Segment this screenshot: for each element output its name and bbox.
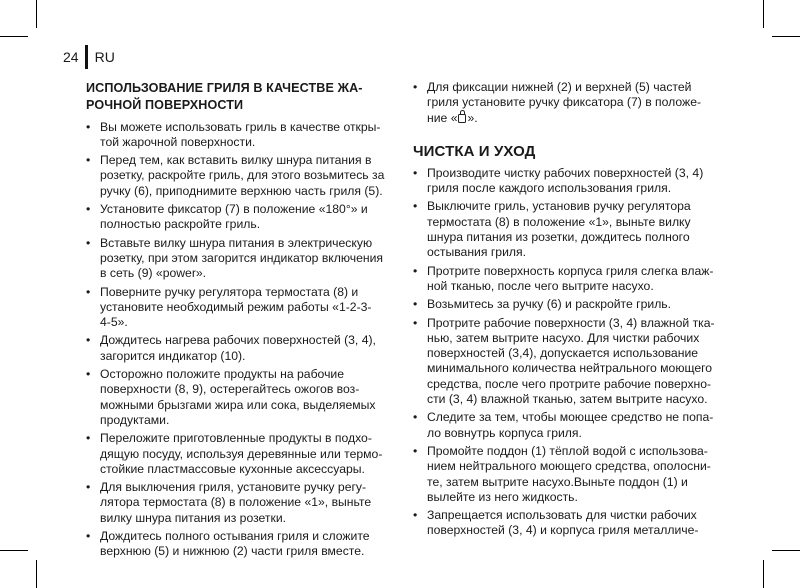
list-item-text: Осторожно положите продукты на рабочие поверхности (8, 9), остерегайтесь ожогов воз- можными брызгами жира или сока, выделяемых продуктами.	[100, 367, 376, 427]
bullet: •	[413, 80, 418, 94]
list-item	[413, 264, 717, 295]
bullet: •	[413, 165, 418, 180]
bullet: •	[86, 367, 91, 382]
list-item-text: Поверните ручку регулятора термостата (8) и установите необходимый режим работы «1-2-3- 4-5».	[100, 284, 372, 330]
bullet: •	[413, 410, 418, 425]
list-item	[86, 367, 386, 428]
list-item-text: Дождитесь полного остывания гриля и сложите верхнюю (5) и нижнюю (2) части гриля вместе.	[100, 529, 370, 559]
crop-mark	[0, 36, 28, 37]
list-item-text: Протрите рабочие поверхности (3, 4) влажной тка- нью, затем вытрите насухо. Для чистки рабочих поверхностей (3,4), допускается использование минимального количества нейтрального моющего средства, после чего протрите рабочие поверхно- сти (3, 4) влажной тканью, затем вытрите насухо.	[427, 315, 715, 407]
bullet: •	[413, 263, 418, 278]
fixation-text-end: ».	[467, 110, 478, 125]
list-item	[413, 410, 717, 441]
bullet: •	[86, 119, 91, 134]
fixation-text: Для фиксации нижней (2) и верхней (5) частей гриля установите ручку фиксатора (7) в положе- ние «	[427, 80, 702, 125]
list-item	[86, 120, 386, 151]
list-item-text: Переложите приготовленные продукты в подхо- дящую посуду, используя деревянные или термо- стойкие пластмассовые кухонные аксессуары.	[100, 431, 383, 476]
crop-mark	[763, 560, 764, 588]
fixation-list	[413, 80, 717, 126]
crop-mark	[36, 560, 37, 588]
bullet: •	[413, 443, 418, 458]
crop-mark	[772, 550, 800, 551]
bullet: •	[86, 235, 91, 250]
header-divider	[85, 45, 88, 69]
list-item	[86, 529, 386, 560]
section-title-cleaning: ЧИСТКА И УХОД	[413, 142, 536, 160]
list-item	[413, 508, 717, 539]
bullet: •	[86, 202, 91, 217]
bullet: •	[413, 297, 418, 312]
list-item-text: Промойте поддон (1) тёплой водой с использова- нием нейтрального моющего средства, ополосни- те, затем вытрите насухо.Выньте поддон (1) и вылейте из него жидкость.	[427, 443, 711, 504]
bullet: •	[86, 153, 91, 168]
bullet: •	[86, 284, 91, 299]
list-item-fixation	[413, 80, 717, 126]
list-item-text: Производите чистку рабочих поверхностей (3, 4) гриля после каждого использования гриля.	[427, 165, 704, 196]
crop-mark	[763, 0, 764, 28]
list-item-text: Для выключения гриля, установите ручку регу- лятора термостата (8) в положение «1», выньте вилку шнура питания из розетки.	[100, 480, 372, 525]
list-item	[86, 153, 386, 199]
bullet: •	[86, 529, 91, 544]
list-item	[86, 202, 386, 233]
page-number: 24	[63, 49, 79, 65]
bullet: •	[86, 480, 91, 495]
bullet: •	[413, 508, 418, 523]
bullet: •	[413, 199, 418, 214]
crop-mark	[0, 550, 28, 551]
bullet: •	[413, 315, 418, 330]
list-item-text: Вставьте вилку шнура питания в электрическую розетку, при этом загорится индикатор включения в сеть (9) «power».	[100, 235, 384, 281]
list-item	[413, 166, 717, 197]
right-column	[413, 80, 717, 542]
list-item-text: Перед тем, как вставить вилку шнура питания в розетку, раскройте гриль, для этого возьмитесь за ручку (6), приподнимите верхнюю часть гриля (5).	[100, 153, 385, 198]
list-item	[86, 285, 386, 331]
list-item-text: Запрещается использовать для чистки рабочих поверхностей (3, 4) и корпуса гриля металличе-	[427, 508, 699, 538]
list-item	[86, 236, 386, 282]
list-item-text: Дождитесь нагрева рабочих поверхностей (3, 4), загорится индикатор (10).	[100, 333, 376, 363]
list-item	[86, 431, 386, 477]
list-item-text: Следите за тем, чтобы моющее средство не попа- ло вовнутрь корпуса гриля.	[427, 410, 714, 440]
crop-mark	[36, 0, 37, 28]
lock-icon	[458, 114, 466, 123]
language-code: RU	[94, 49, 115, 65]
page-header	[63, 45, 115, 69]
list-item-text: Выключите гриль, установив ручку регулятора термостата (8) в положение «1», выньте вилку шнура питания из розетки, дождитесь полного остывания гриля.	[427, 199, 691, 260]
crop-mark	[772, 36, 800, 37]
bullet: •	[86, 333, 91, 348]
left-column	[86, 80, 386, 563]
bullet: •	[86, 431, 91, 446]
list-item	[86, 333, 386, 364]
list-item-text: Вы можете использовать гриль в качестве откры- той жарочной поверхности.	[100, 119, 381, 149]
list-item-text: Возьмитесь за ручку (6) и раскройте гриль.	[427, 297, 672, 312]
grill-surface-list	[86, 120, 386, 560]
list-item-text: Установите фиксатор (7) в положение «180°» и полностью раскройте гриль.	[100, 202, 368, 232]
list-item-text: Протрите поверхность корпуса гриля слегка влаж- ной тканью, после чего вытрите насухо.	[427, 263, 714, 293]
cleaning-list	[413, 166, 717, 539]
list-item	[413, 316, 717, 408]
list-item	[413, 297, 717, 312]
list-item	[86, 480, 386, 526]
list-item	[413, 199, 717, 260]
list-item	[413, 444, 717, 505]
section-title-grill-surface: ИСПОЛЬЗОВАНИЕ ГРИЛЯ В КАЧЕСТВЕ ЖА- РОЧНОЙ ПОВЕРХНОСТИ	[86, 81, 363, 112]
